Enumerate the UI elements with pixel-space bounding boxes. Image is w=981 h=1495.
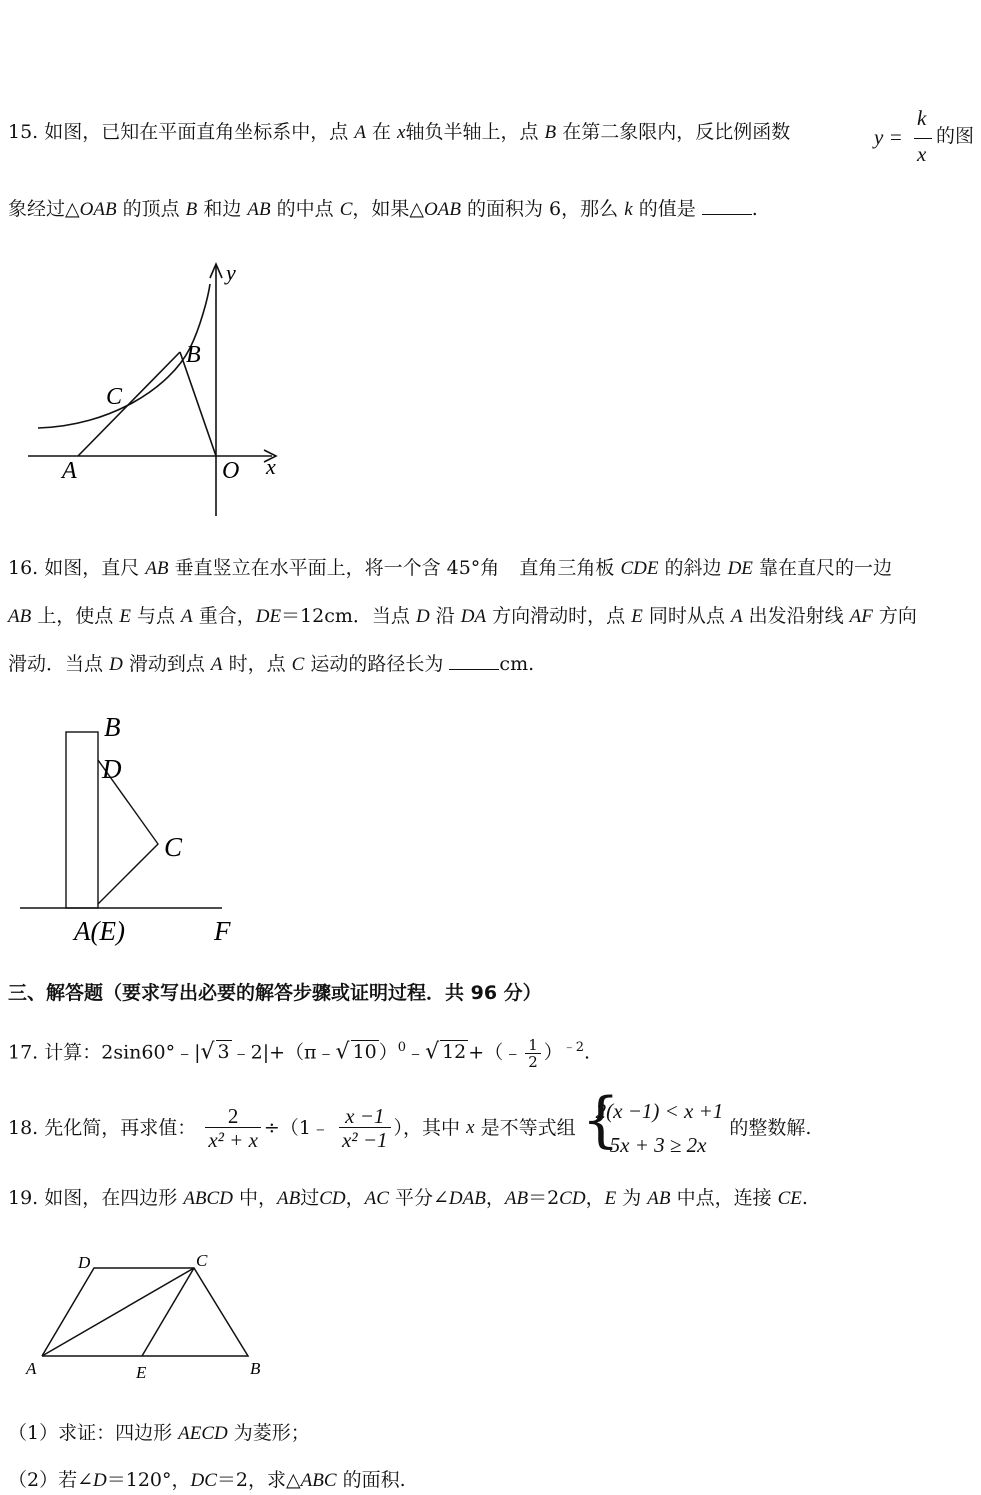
label-D: D (78, 1253, 91, 1272)
var: DA (460, 606, 487, 627)
text: 的面积. (342, 1469, 406, 1491)
exponent: ﹣2 (562, 1040, 585, 1055)
figure-15-hyperbola-triangle (20, 258, 300, 520)
text: 是不等式组 (480, 1117, 576, 1139)
text: 象经过△ (8, 198, 80, 220)
text: ， (485, 1187, 505, 1209)
text: 滑动到点 (128, 653, 205, 675)
inequality-1: 2(x −1) < x +1 (595, 1099, 724, 1123)
inequality-system (581, 1085, 724, 1162)
var: A (354, 122, 366, 143)
label-D: D (102, 754, 122, 784)
label-C: C (106, 384, 123, 410)
text: 靠在直尺的一边 (758, 557, 892, 579)
text: ＝2，求△ (216, 1469, 301, 1491)
text: 15. 如图，已知在平面直角坐标系中，点 (8, 121, 349, 143)
text: （2）若∠ (8, 1469, 94, 1491)
label-x: x (266, 454, 276, 479)
var: C (291, 654, 305, 675)
q16-line3 (8, 651, 534, 677)
section-3-heading: 三、解答题（要求写出必要的解答步骤或证明过程．共 96 分） (8, 982, 542, 1004)
denominator: 2 (528, 1052, 538, 1071)
y-equals: y = (874, 125, 903, 149)
sqrt-sign: √ (200, 1039, 215, 1065)
var: CD (319, 1188, 346, 1209)
text: （1）求证：四边形 (8, 1422, 173, 1444)
segment-CE (142, 1268, 194, 1356)
sqrt-sign: √ (335, 1039, 350, 1065)
text: ＝120°， (106, 1469, 191, 1491)
left-brace: { (581, 1085, 620, 1155)
text: 17. 计算：2sin60°﹣| (8, 1041, 201, 1064)
fraction-bar (914, 138, 932, 139)
text: ， (345, 1187, 365, 1209)
var: AF (849, 606, 873, 627)
text: 的中点 (276, 198, 334, 220)
label-A: A (62, 458, 77, 484)
label-B: B (250, 1359, 261, 1378)
label-E: E (136, 1363, 147, 1382)
var: D (415, 606, 430, 627)
q15-line1-end (936, 124, 974, 148)
answer-blank (449, 651, 499, 670)
text: 的值是 (638, 198, 696, 220)
var: AB (8, 606, 32, 627)
text: 方向 (878, 605, 917, 627)
numerator-k: k (917, 106, 927, 130)
var: OAB (79, 199, 117, 220)
var: A (181, 606, 193, 627)
label-F: F (214, 916, 231, 946)
figure-16-ruler-triangle (16, 706, 256, 950)
var: ABCD (183, 1188, 233, 1209)
var: B (544, 122, 557, 143)
sqrt-sign: √ (425, 1039, 440, 1065)
var: E (604, 1188, 617, 1209)
var: CDE (620, 558, 659, 579)
var: AB (504, 1188, 529, 1209)
var: AECD (178, 1423, 228, 1444)
q16-line1 (8, 556, 892, 581)
text: . (801, 1187, 808, 1209)
var: DE (727, 558, 753, 579)
q19-sub2 (8, 1468, 406, 1493)
text: 沿 (435, 605, 455, 627)
text: ＝2 (528, 1187, 560, 1209)
text: ﹣2|+（π﹣ (231, 1041, 336, 1064)
text: 中点，连接 (676, 1187, 772, 1209)
text: 的图 (936, 125, 975, 147)
text: 在 (371, 121, 391, 143)
label-y: y (226, 260, 236, 285)
text: 平分∠ (394, 1187, 449, 1209)
text: cm. (499, 653, 535, 675)
text: ＝12cm．当点 (281, 605, 410, 627)
text: 为菱形； (233, 1422, 310, 1444)
var: E (631, 606, 643, 627)
text: ） (543, 1041, 563, 1064)
numerator: 2 (205, 1105, 261, 1128)
hyperbola-curve (38, 284, 210, 428)
var: AB (145, 558, 169, 579)
text: 的面积为 6，那么 (467, 198, 619, 220)
var: D (109, 654, 123, 675)
fraction-half (525, 1037, 541, 1070)
q19-line (8, 1186, 808, 1211)
text: 和边 (203, 198, 242, 220)
text: 为 (622, 1187, 642, 1209)
figure-19-quadrilateral (22, 1248, 272, 1388)
var: k (624, 199, 633, 220)
text: 方向滑动时，点 (492, 605, 626, 627)
text: ） (378, 1041, 398, 1064)
label-B: B (104, 712, 121, 742)
var: AC (364, 1188, 389, 1209)
label-B: B (186, 342, 201, 368)
q15-line2 (8, 196, 758, 222)
text: 轴负半轴上，点 (405, 121, 539, 143)
text: 在第二象限内，反比例函数 (562, 121, 791, 143)
q16-line2 (8, 604, 917, 629)
text: . (584, 1041, 591, 1064)
label-A: A (26, 1359, 37, 1378)
numerator: 1 (525, 1037, 541, 1054)
text: 垂直竖立在水平面上，将一个含 45°角 (174, 557, 500, 579)
fraction-1 (205, 1105, 261, 1152)
text: 的顶点 (122, 198, 180, 220)
denominator: x² −1 (341, 1127, 388, 1152)
ruler (66, 732, 98, 908)
text: 与点 (136, 605, 175, 627)
var: A (730, 606, 743, 627)
text: 19. 如图，在四边形 (8, 1187, 178, 1209)
var: AB (247, 199, 271, 220)
answer-blank (702, 196, 752, 215)
var: D (93, 1470, 107, 1491)
text: ），其中 (393, 1117, 461, 1139)
numerator: x −1 (339, 1105, 391, 1128)
text: 过 (300, 1187, 320, 1209)
text: 直角三角板 (519, 557, 615, 579)
var: DC (190, 1470, 217, 1491)
text: ﹣ (406, 1041, 426, 1064)
text: 中， (238, 1187, 277, 1209)
text: 出发沿射线 (748, 605, 844, 627)
denominator-x: x (917, 142, 927, 166)
q19-sub1 (8, 1421, 310, 1446)
label-A-E: A(E) (74, 916, 125, 946)
inequality-2: 5x + 3 ≥ 2x (609, 1133, 707, 1157)
var: DE (255, 606, 282, 627)
text: 上，使点 (37, 605, 114, 627)
text: 16. 如图，直尺 (8, 557, 140, 579)
exponent: 0 (397, 1040, 407, 1055)
text: ÷（1﹣ (263, 1117, 330, 1139)
var: OAB (424, 199, 461, 220)
segment-AB (78, 352, 180, 456)
label-C: C (196, 1251, 208, 1270)
denominator: x² + x (208, 1127, 258, 1152)
radicand: 12 (442, 1041, 467, 1064)
text: ，如果△ (352, 198, 425, 220)
var: x (397, 122, 406, 143)
fraction-2 (339, 1105, 391, 1152)
text: 的斜边 (664, 557, 722, 579)
q17-line (8, 1036, 590, 1070)
var: ABC (300, 1470, 337, 1491)
text: . (751, 198, 758, 220)
var: CE (777, 1188, 802, 1209)
text: 的整数解. (729, 1117, 812, 1139)
text: 重合， (198, 605, 256, 627)
var: DAB (448, 1188, 486, 1209)
var: C (339, 199, 353, 220)
var: CD (559, 1188, 586, 1209)
text: ， (585, 1187, 605, 1209)
q18-line (8, 1085, 812, 1164)
var: x (466, 1117, 475, 1138)
label-O: O (222, 458, 240, 484)
text: 18. 先化简，再求值： (8, 1117, 197, 1139)
label-C: C (164, 832, 183, 862)
text: 运动的路径长为 (310, 653, 444, 675)
radicand: 10 (352, 1041, 377, 1064)
var: B (185, 199, 198, 220)
var: A (210, 654, 223, 675)
var: AB (647, 1188, 671, 1209)
text: 滑动．当点 (8, 653, 104, 675)
var: E (119, 606, 131, 627)
text: 同时从点 (648, 605, 725, 627)
quadrilateral-ABCD (42, 1268, 248, 1356)
var: AB (276, 1188, 301, 1209)
text: +（﹣ (468, 1041, 523, 1064)
radicand: 3 (217, 1041, 230, 1064)
text: 时，点 (228, 653, 286, 675)
q15-line1 (8, 120, 790, 145)
diagonal-AC (42, 1268, 194, 1356)
